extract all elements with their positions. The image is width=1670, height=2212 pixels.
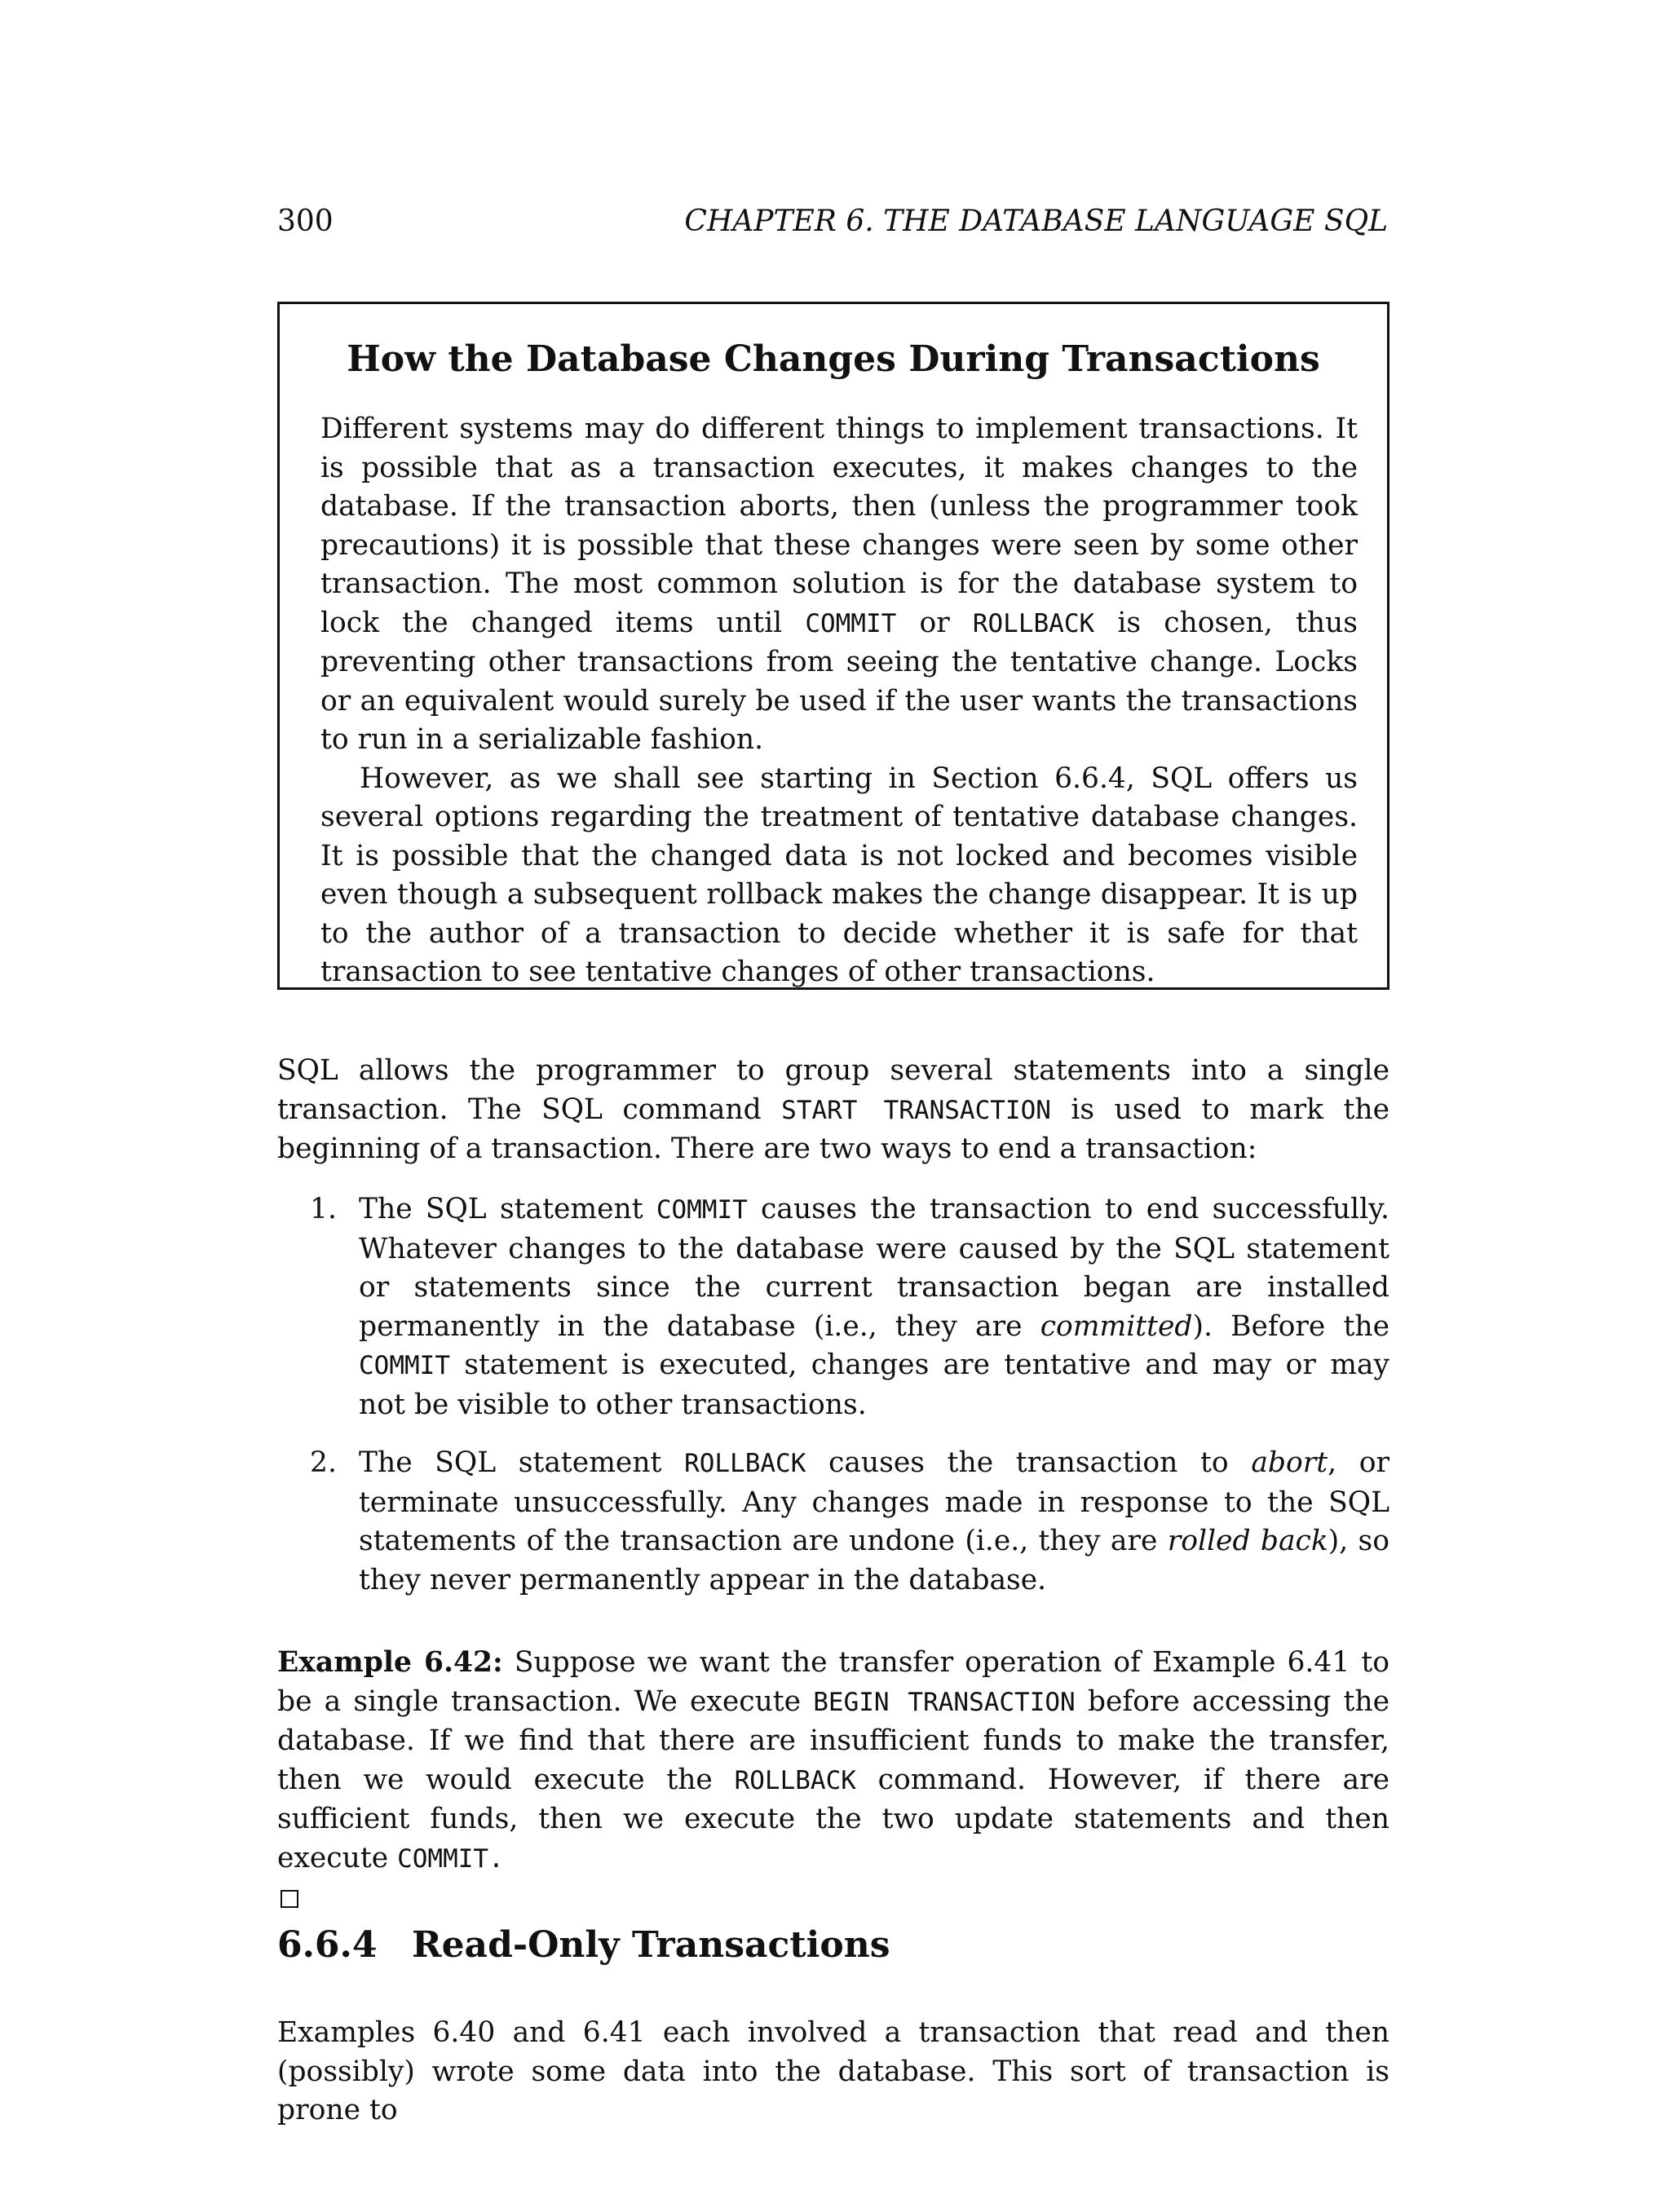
code-commit: COMMIT (359, 1351, 450, 1380)
emphasis-committed: committed (1040, 1309, 1193, 1343)
code-commit: COMMIT (656, 1195, 748, 1225)
example-text (277, 1644, 1389, 1879)
text-span: The SQL statement (359, 1193, 656, 1225)
list-item-number: 2. (310, 1446, 337, 1479)
example-label: Example 6.42: (277, 1646, 503, 1679)
code-begin-transaction: BEGIN TRANSACTION (813, 1687, 1076, 1717)
text-span: command. However, if there are sufficient funds, then we execute the two update statements and then execute (277, 1763, 1389, 1874)
sidebar-paragraph-2: However, as we shall see starting in Section 6.6.4, SQL offers us several options regarding the treatment of tentative database changes. It is possible that the changed data is not locked and becomes visible even though a subsequent rollback makes the change disappear. It is up to the author of a transaction to decide whether it is safe for that transaction to see tentative changes of other transactions. (320, 762, 1358, 988)
code-start-transaction: START TRANSACTION (781, 1095, 1051, 1125)
text-span: ). Before the (1192, 1309, 1389, 1343)
sidebar-body (320, 410, 1358, 992)
text-span: SQL allows the programmer to group several statements into a single transaction. The SQL command (277, 1054, 1389, 1126)
section-title: Read-Only Transactions (412, 1924, 890, 1966)
text-span: or (896, 606, 973, 639)
code-commit: COMMIT (805, 608, 897, 638)
sidebar-title: How the Database Changes During Transactions (347, 338, 1320, 380)
code-commit: COMMIT. (397, 1843, 504, 1874)
intro-paragraph (277, 1052, 1389, 1169)
transaction-end-list (277, 1190, 1389, 1600)
code-rollback: ROLLBACK (972, 608, 1095, 638)
sidebar-paragraph-1 (320, 410, 1358, 760)
text-span: is used to mark the beginning of a transaction. There are two ways to end a transaction: (277, 1093, 1389, 1165)
code-rollback: ROLLBACK (684, 1449, 806, 1478)
example-6-42 (277, 1644, 1389, 1908)
section-paragraph: Examples 6.40 and 6.41 each involved a transaction that read and then (possibly) wrote some data into the database. This sort of transaction is prone to (277, 2016, 1389, 2126)
text-span: causes the transaction to end successfully. Whatever changes to the database were caused by the SQL statement or statements since the current transaction began are installed permanently in the database (i.e., they are (359, 1193, 1389, 1343)
text-span: , or terminate unsuccessfully. Any changes made in response to the SQL statements of the transaction are undone (i.e., they are (359, 1446, 1389, 1557)
text-span: The SQL statement (359, 1446, 685, 1479)
text-span: Suppose we want the transfer operation of Example 6.41 to be a single transaction. We execute (277, 1646, 1389, 1718)
code-rollback: ROLLBACK (734, 1765, 856, 1795)
text-span: is chosen, thus preventing other transactions from seeing the tentative change. Locks or an equivalent would surely be used if the user wants the transactions to run in a serializable fashion. (320, 606, 1358, 756)
emphasis-rolled-back: rolled back (1167, 1525, 1328, 1557)
end-of-example-box-icon (281, 1890, 298, 1908)
list-item-text (359, 1444, 1389, 1600)
running-header: CHAPTER 6. THE DATABASE LANGUAGE SQL (684, 205, 1388, 238)
list-item-number: 1. (310, 1193, 337, 1225)
sidebar-box (277, 302, 1389, 990)
text-span: ), so they never permanently appear in the database. (359, 1525, 1389, 1596)
text-span: statement is executed, changes are tentative and may or may not be visible to other transactions. (359, 1349, 1389, 1421)
list-item-text (359, 1190, 1389, 1424)
text-span: Different systems may do different things to implement transactions. It is possible that as a transaction executes, it makes changes to the database. If the transaction aborts, then (unless the programmer took precautions) it is possible that these changes were seen by some other transaction. The most common solution is for the database system to lock the changed items until (320, 413, 1358, 639)
list-item (277, 1190, 1389, 1424)
section-number: 6.6.4 (277, 1924, 378, 1966)
list-item (277, 1444, 1389, 1600)
page-number: 300 (277, 205, 334, 238)
section-heading (277, 1923, 890, 1968)
emphasis-abort: abort (1251, 1446, 1328, 1479)
text-span: before accessing the database. If we find that there are insufficient funds to make the transfer, then we would execute the (277, 1684, 1389, 1796)
text-span: causes the transaction to (806, 1446, 1252, 1479)
